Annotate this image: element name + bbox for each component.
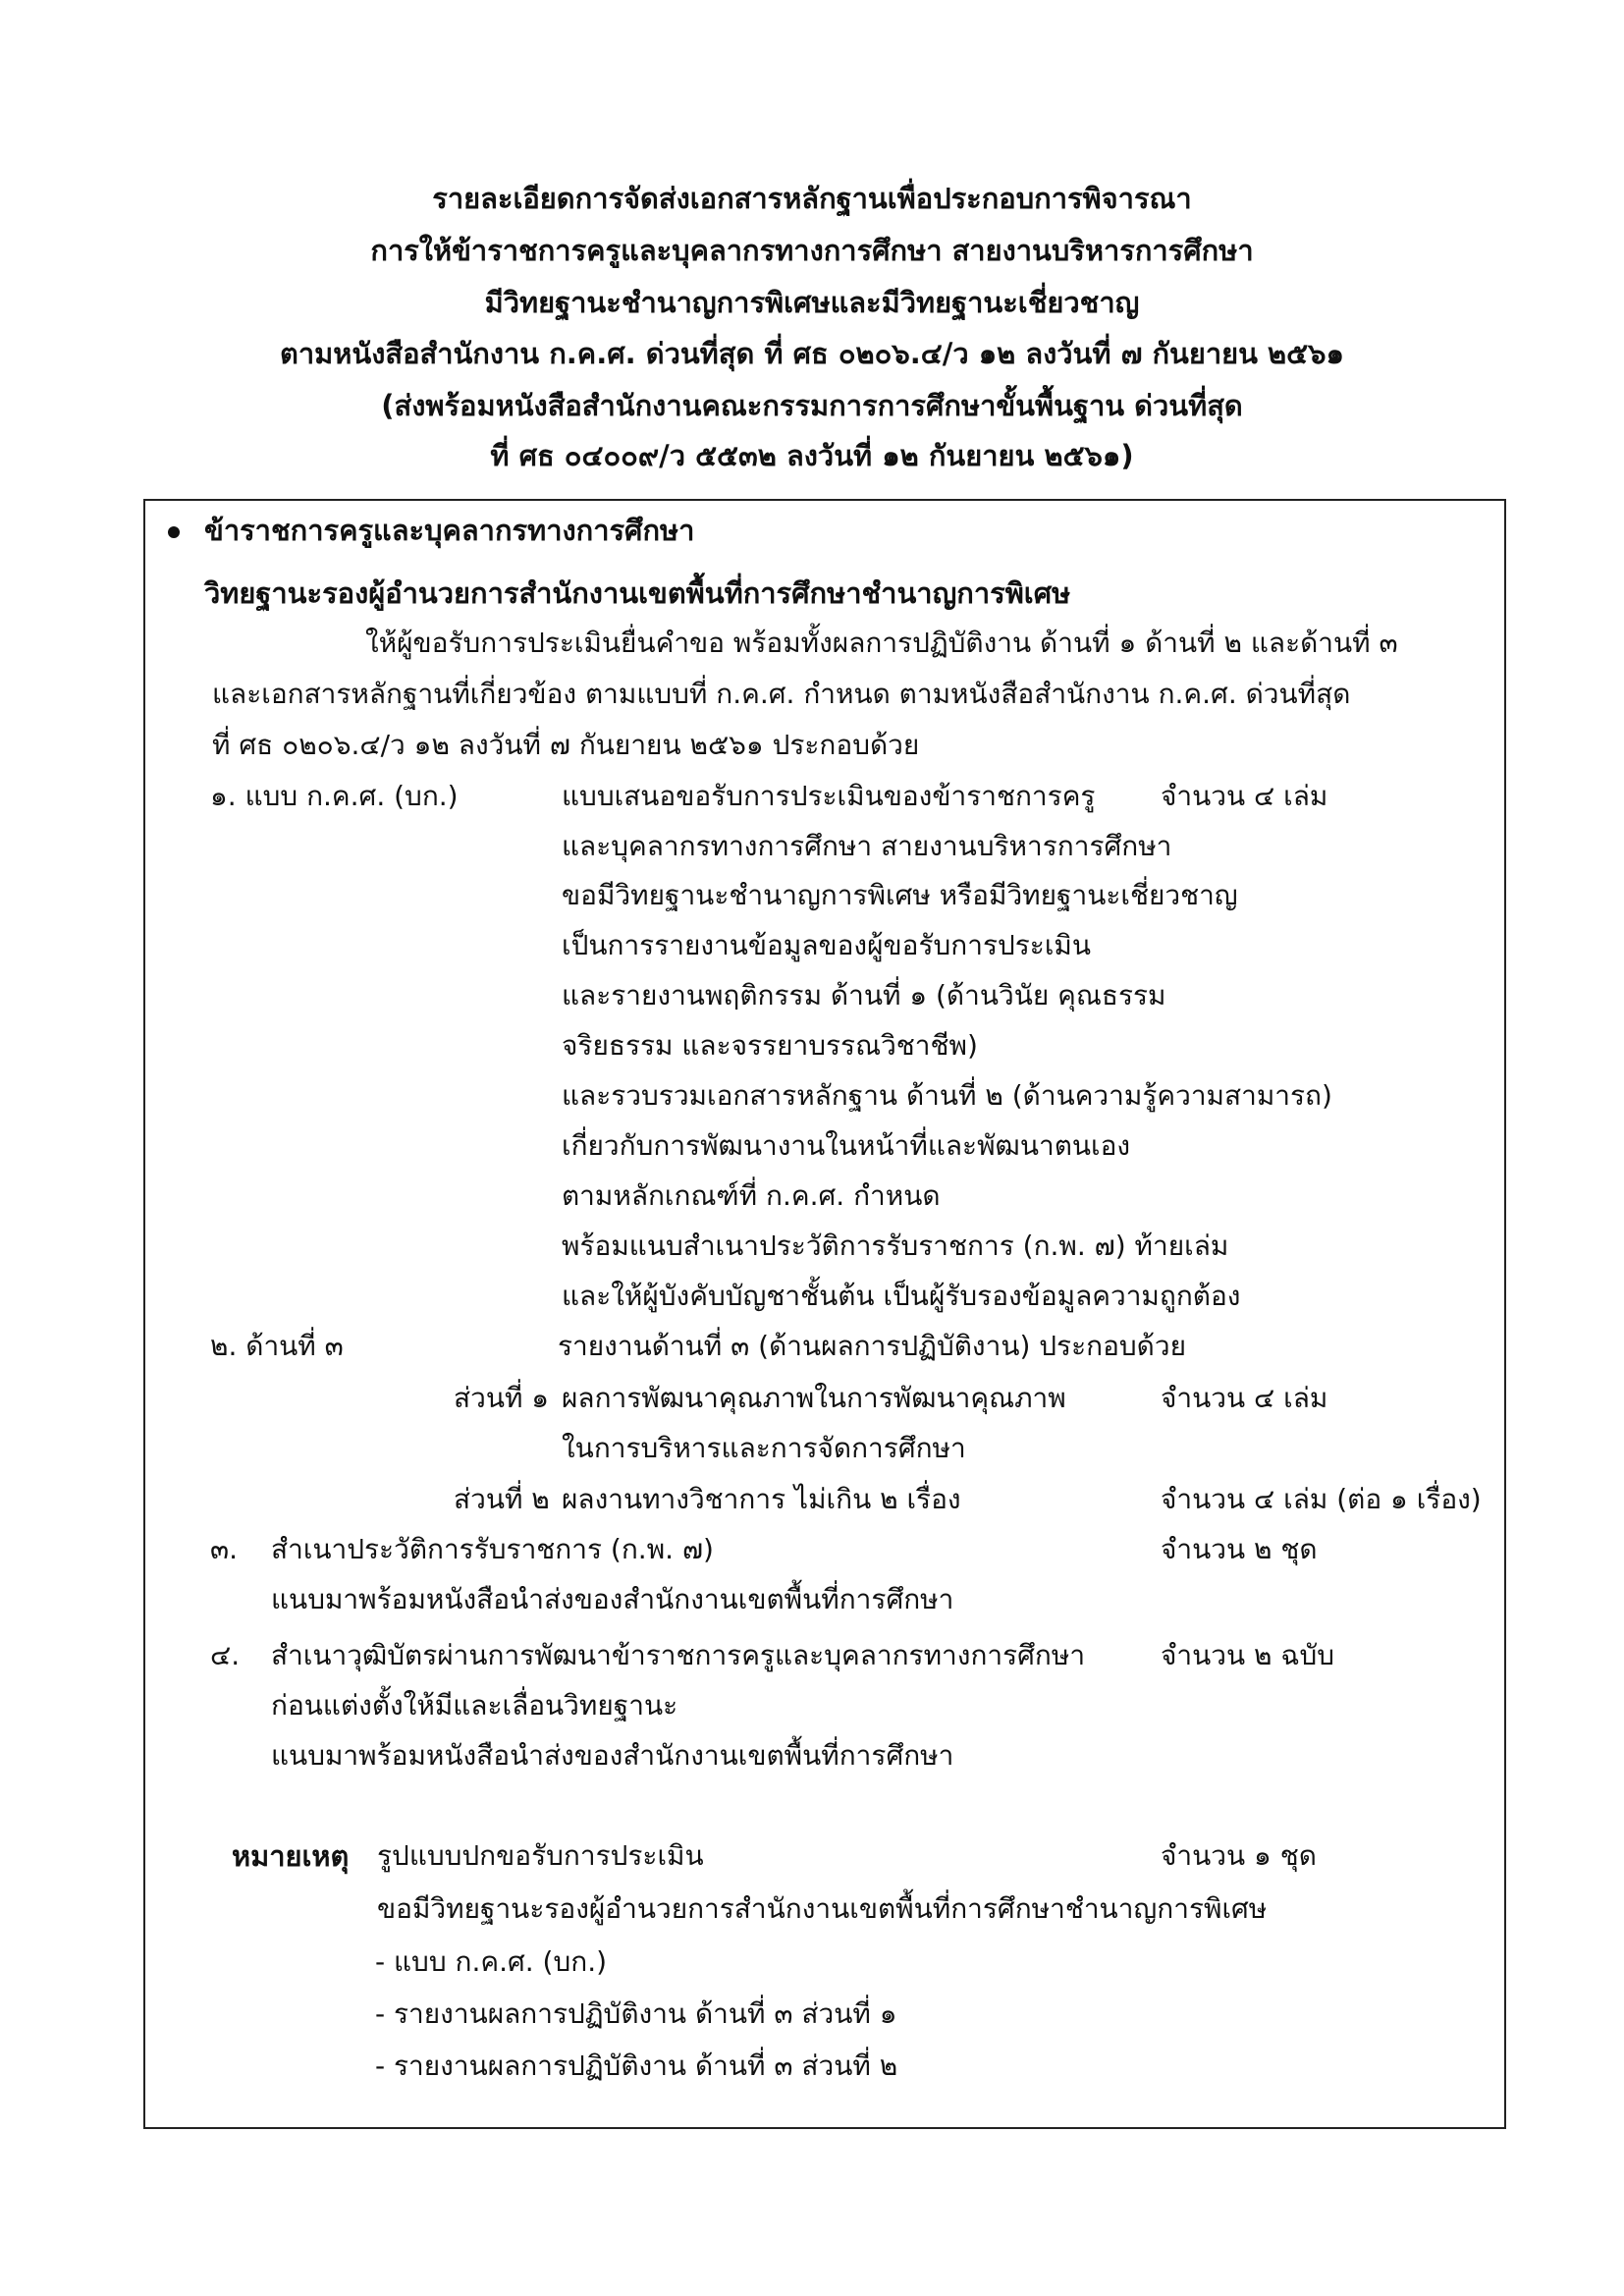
header-line-3: มีวิทยฐานะชำนาญการพิเศษและมีวิทยฐานะเชี่ยวชาญ: [484, 286, 1140, 319]
header-line-5: (ส่งพร้อมหนังสือสำนักงานคณะกรรมการการศึกษาขั้นพื้นฐาน ด่วนที่สุด: [381, 389, 1243, 422]
note-line2: ขอมีวิทยฐานะรองผู้อำนวยการสำนักงานเขตพื้นที่การศึกษาชำนาญการพิเศษ: [377, 1892, 1268, 1925]
bullet-dot-icon: [168, 526, 180, 538]
note-bullet: - แบบ ก.ค.ศ. (บก.): [375, 1945, 608, 1978]
note-label: หมายเหตุ: [232, 1839, 350, 1873]
section-heading: ข้าราชการครูและบุคลากรทางการศึกษา: [204, 514, 695, 547]
item2-part2-label: ส่วนที่ ๒: [454, 1483, 550, 1515]
note-qty: จำนวน ๑ ชุด: [1161, 1839, 1317, 1872]
header-line-1: รายละเอียดการจัดส่งเอกสารหลักฐานเพื่อประกอบการพิจารณา: [432, 182, 1192, 215]
item2-part1-label: ส่วนที่ ๑: [454, 1382, 550, 1414]
note-bullet: - รายงานผลการปฏิบัติงาน ด้านที่ ๓ ส่วนที่ ๑: [375, 1997, 897, 2030]
intro-line-3: ที่ ศธ ๐๒๐๖.๔/ว ๑๒ ลงวันที่ ๗ กันยายน ๒๕๖๑ ประกอบด้วย: [212, 729, 920, 761]
item1-line: แบบเสนอขอรับการประเมินของข้าราชการครู: [562, 780, 1096, 812]
note-line1: รูปแบบปกขอรับการประเมิน: [377, 1839, 704, 1872]
item1-line: จริยธรรม และจรรยาบรรณวิชาชีพ): [562, 1029, 978, 1062]
intro-line-2: และเอกสารหลักฐานที่เกี่ยวข้อง ตามแบบที่ ก.ค.ศ. กำหนด ตามหนังสือสำนักงาน ก.ค.ศ. ด่วนที่สุด: [212, 678, 1351, 710]
item1-line: ตามหลักเกณฑ์ที่ ก.ค.ศ. กำหนด: [562, 1179, 941, 1212]
item2-part2-text: ผลงานทางวิชาการ ไม่เกิน ๒ เรื่อง: [562, 1483, 961, 1515]
item1-line: และรวบรวมเอกสารหลักฐาน ด้านที่ ๒ (ด้านความรู้ความสามารถ): [562, 1079, 1332, 1112]
item4-line2: ก่อนแต่งตั้งให้มีและเลื่อนวิทยฐานะ: [271, 1689, 678, 1722]
item4-line3: แนบมาพร้อมหนังสือนำส่งของสำนักงานเขตพื้นที่การศึกษา: [271, 1739, 954, 1772]
item3-line1: สำเนาประวัติการรับราชการ (ก.พ. ๗): [271, 1533, 714, 1565]
intro-line-1: ให้ผู้ขอรับการประเมินยื่นคำขอ พร้อมทั้งผลการปฏิบัติงาน ด้านที่ ๑ ด้านที่ ๒ และด้านที่ ๓: [365, 627, 1398, 659]
item2-part2-qty: จำนวน ๔ เล่ม (ต่อ ๑ เรื่อง): [1161, 1483, 1482, 1515]
item1-line: ขอมีวิทยฐานะชำนาญการพิเศษ หรือมีวิทยฐานะเชี่ยวชาญ: [562, 879, 1238, 911]
item1-label: ๑. แบบ ก.ค.ศ. (บก.): [210, 780, 459, 812]
item4-line1: สำเนาวุฒิบัตรผ่านการพัฒนาข้าราชการครูและบุคลากรทางการศึกษา: [271, 1639, 1086, 1671]
item2-part1-line1: ผลการพัฒนาคุณภาพในการพัฒนาคุณภาพ: [562, 1382, 1066, 1414]
item2-label: ๒. ด้านที่ ๓: [210, 1330, 344, 1362]
header-line-4: ตามหนังสือสำนักงาน ก.ค.ศ. ด่วนที่สุด ที่ ศธ ๐๒๐๖.๔/ว ๑๒ ลงวันที่ ๗ กันยายน ๒๕๖๑: [280, 337, 1344, 370]
section-subheading: วิทยฐานะรองผู้อำนวยการสำนักงานเขตพื้นที่การศึกษาชำนาญการพิเศษ: [204, 576, 1071, 610]
item2-part1-qty: จำนวน ๔ เล่ม: [1161, 1382, 1328, 1414]
item4-qty: จำนวน ๒ ฉบับ: [1161, 1639, 1335, 1671]
item1-line: และบุคลากรทางการศึกษา สายงานบริหารการศึกษา: [562, 830, 1172, 862]
item1-line: เกี่ยวกับการพัฒนางานในหน้าที่และพัฒนาตนเอง: [562, 1129, 1131, 1162]
item3-num: ๓.: [210, 1533, 239, 1565]
item1-qty: จำนวน ๔ เล่ม: [1161, 780, 1328, 812]
item3-line2: แนบมาพร้อมหนังสือนำส่งของสำนักงานเขตพื้นที่การศึกษา: [271, 1583, 954, 1615]
item1-line: และให้ผู้บังคับบัญชาชั้นต้น เป็นผู้รับรองข้อมูลความถูกต้อง: [562, 1280, 1241, 1312]
item1-line: เป็นการรายงานข้อมูลของผู้ขอรับการประเมิน: [562, 929, 1092, 961]
header-line-6: ที่ ศธ ๐๔๐๐๙/ว ๕๕๓๒ ลงวันที่ ๑๒ กันยายน ๒๕๖๑): [490, 439, 1134, 472]
item1-line: และรายงานพฤติกรรม ด้านที่ ๑ (ด้านวินัย คุณธรรม: [562, 979, 1166, 1011]
item3-qty: จำนวน ๒ ชุด: [1161, 1533, 1318, 1565]
item2-part1-line2: ในการบริหารและการจัดการศึกษา: [562, 1432, 966, 1464]
header-line-2: การให้ข้าราชการครูและบุคลากรทางการศึกษา สายงานบริหารการศึกษา: [370, 234, 1254, 267]
item1-line: พร้อมแนบสำเนาประวัติการรับราชการ (ก.พ. ๗) ท้ายเล่ม: [562, 1230, 1229, 1262]
item2-text: รายงานด้านที่ ๓ (ด้านผลการปฏิบัติงาน) ประกอบด้วย: [558, 1330, 1186, 1362]
note-bullet: - รายงานผลการปฏิบัติงาน ด้านที่ ๓ ส่วนที่ ๒: [375, 2050, 898, 2082]
item4-num: ๔.: [210, 1639, 241, 1671]
